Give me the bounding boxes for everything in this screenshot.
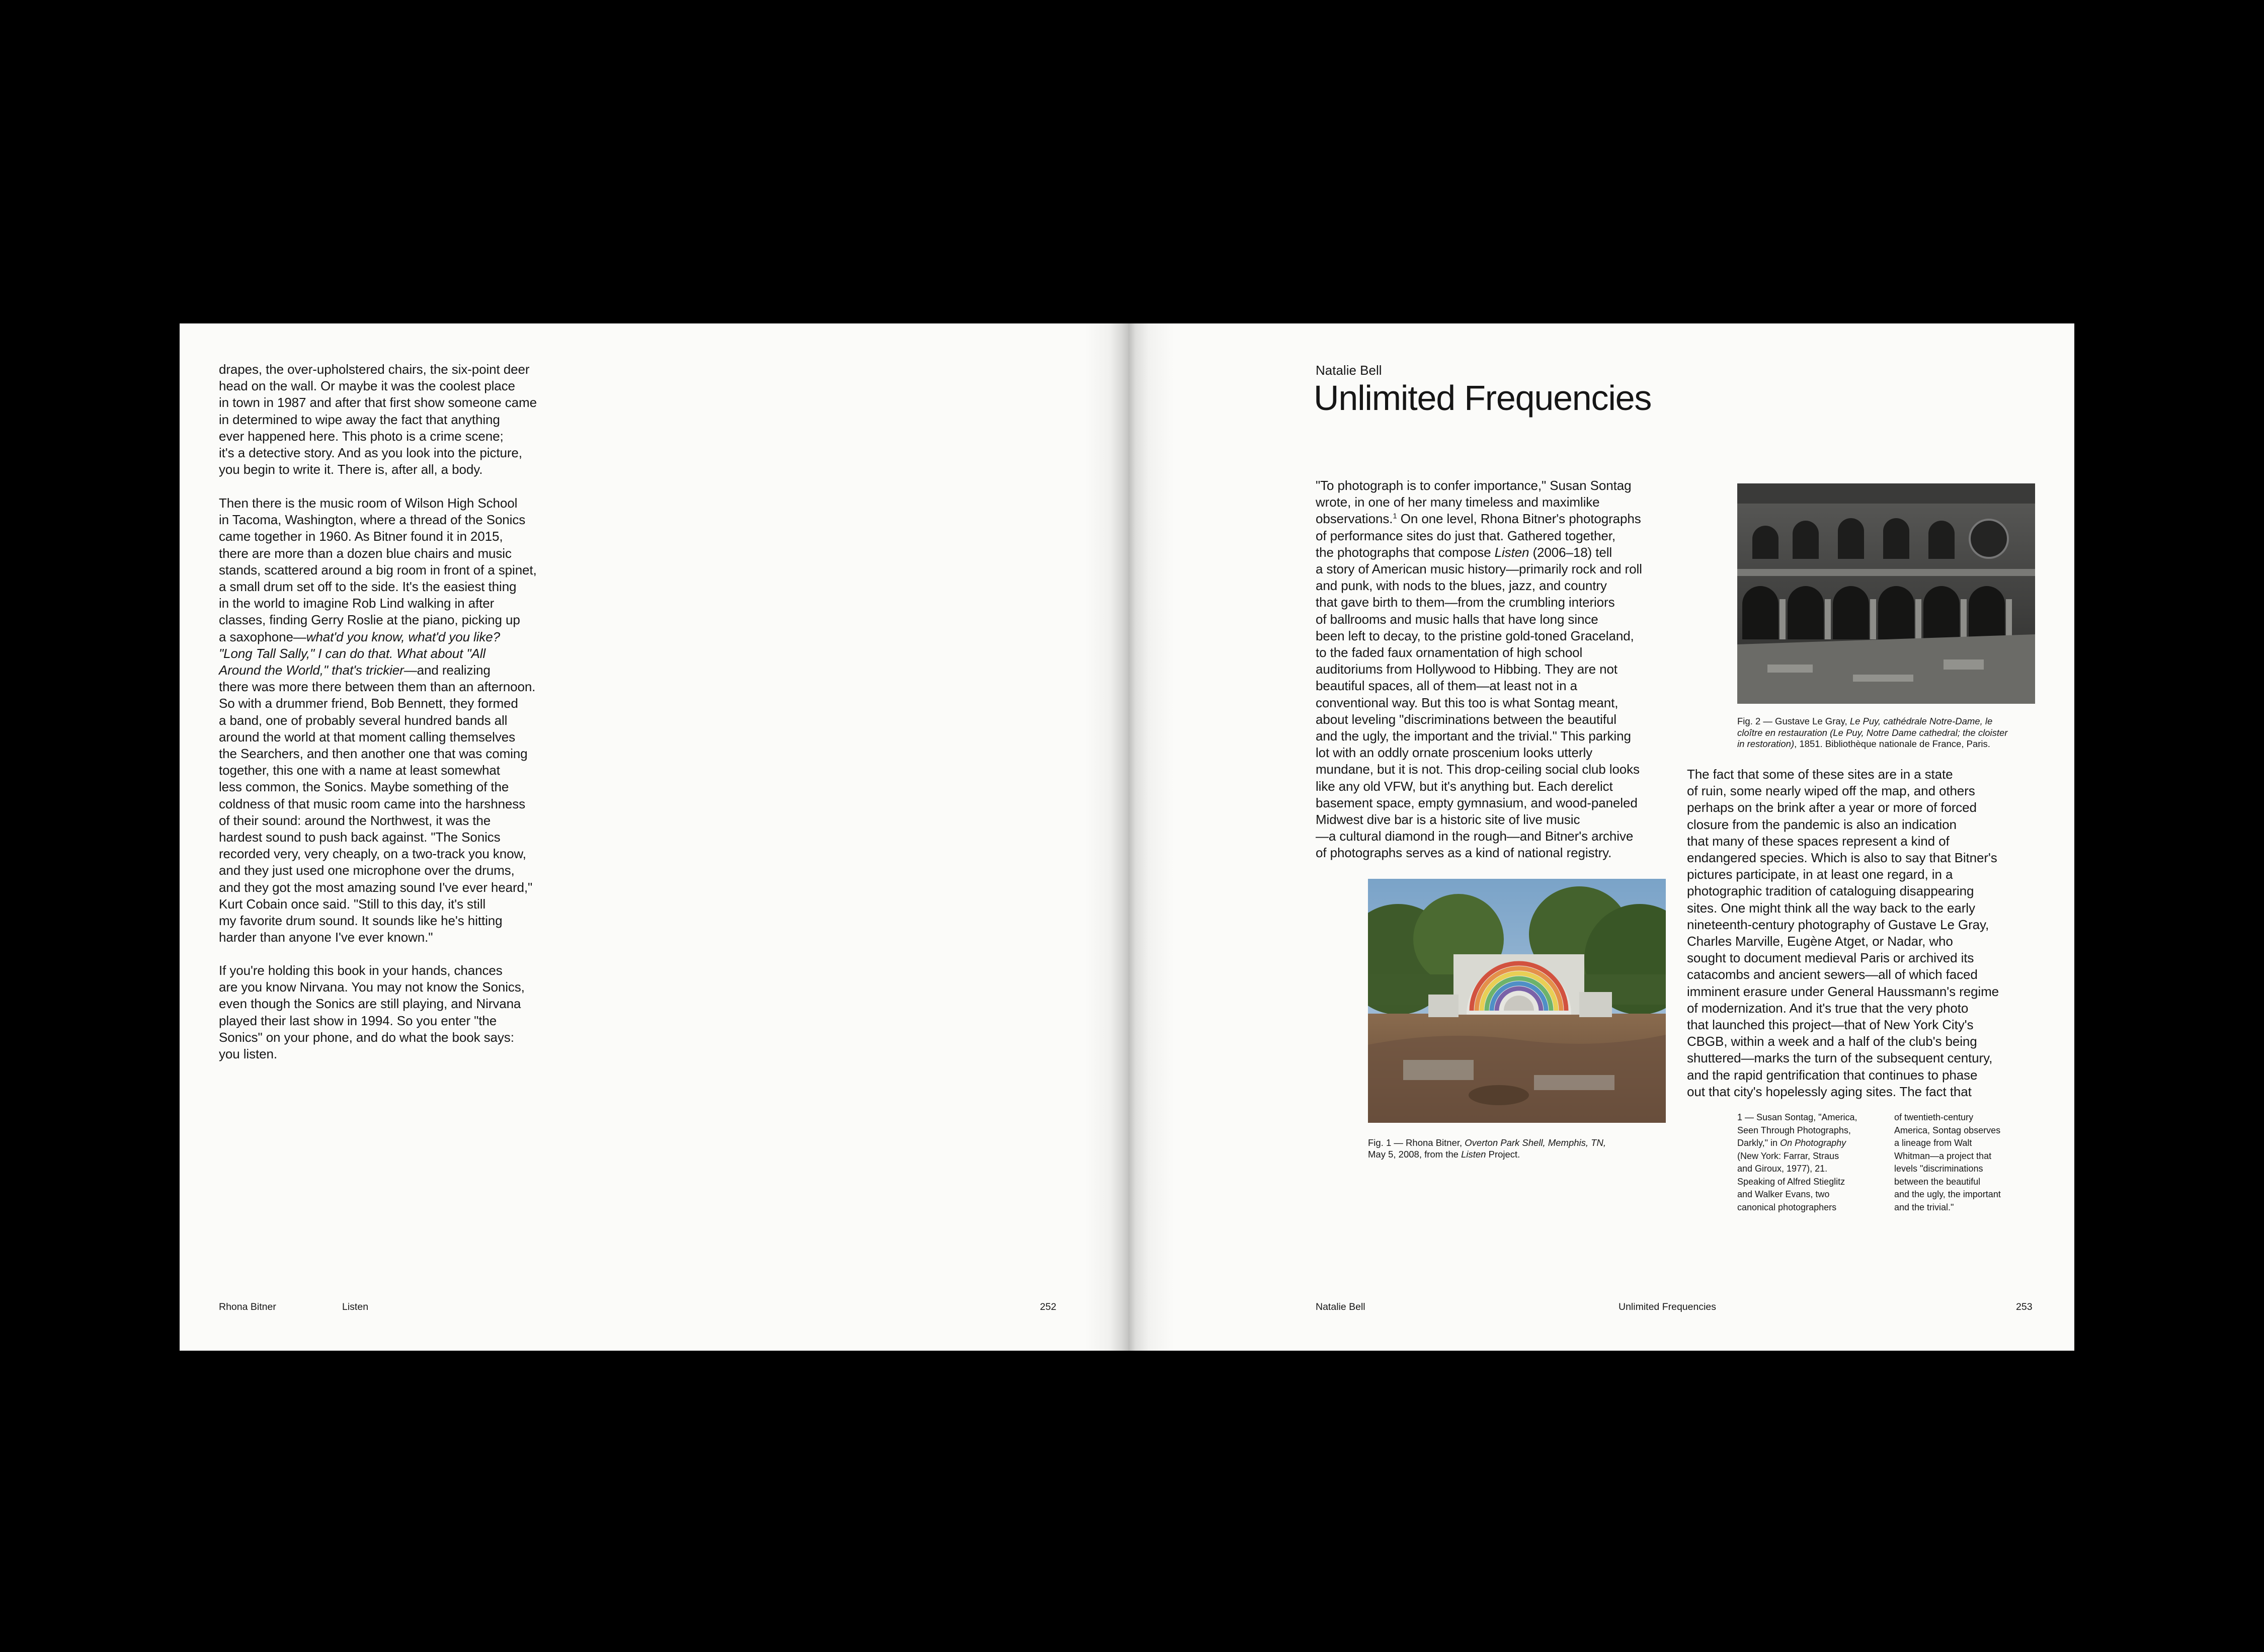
footnote-1-continued: of twentieth-century America, Sontag observes a lineage from Walt Whitman—a project that levels "discriminations between the beautiful and the ugly, the important and the trivial." xyxy=(1894,1112,2001,1212)
page-number: 252 xyxy=(1040,1301,1057,1312)
essay-title: Unlimited Frequencies xyxy=(1314,378,1652,418)
figure-2-caption: Fig. 2 — Gustave Le Gray, Le Puy, cathédrale Notre-Dame, le cloître en restauration (Le Puy, Notre Dame cathedral; the cloister in restoration), 1851. Bibliothèque nationale de France, Paris. xyxy=(1737,716,2008,749)
footer-book-title: Listen xyxy=(342,1301,369,1312)
paragraph: drapes, the over-upholstered chairs, the six-point deer head on the wall. Or maybe it was the coolest place in town in 1987 and after that first show someone came in determined to wipe away the fact that anything ever happened here. This photo is a crime scene; it's a detective story. And as you look into the picture, you begin to write it. There is, after all, a body. xyxy=(219,362,537,477)
left-page xyxy=(180,323,1128,1351)
right-page xyxy=(1128,323,2074,1351)
figure-1-photo xyxy=(1368,879,1666,1123)
paragraph: Then there is the music room of Wilson High School in Tacoma, Washington, where a thread of the Sonics came together in 1960. As Bitner found it in 2015, there are more than a dozen blue chairs and music stands, scattered around a big room in front of a spinet, a small drum set off to the side. It's the easiest thing in the world to imagine Rob Lind walking in after classes, finding Gerry Roslie at the piano, picking up a saxophone—what'd you know, what'd you like? "Long Tall Sally," I can do that. What about "All Around the World," that's trickier—and realizing there was more there between them than an afternoon. So with a drummer friend, Bob Bennett, they formed a band, one of probably several hundred bands all around the world at that moment calling themselves the Searchers, and then another one that was coming together, this one with a name at least somewhat less common, the Sonics. Maybe something of the coldness of that music room came into the harshness of their sound: around the Northwest, it was the hardest sound to push back against. "The Sonics recorded very, very cheaply, on a two-track you know, and they just used one microphone over the drums, and they got the most amazing sound I've ever heard," Kurt Cobain once said. "Still to this day, it's still my favorite drum sound. It sounds like he's hitting harder than anyone I've ever known." xyxy=(219,495,537,945)
book-spread xyxy=(180,323,2074,1351)
footnote-1: 1 — Susan Sontag, "America, Seen Through Photographs, Darkly," in On Photography (New York: Farrar, Straus and Giroux, 1977), 21. Speaking of Alfred Stieglitz and Walker Evans, two canonical photographers xyxy=(1737,1112,1857,1212)
figure-1-caption: Fig. 1 — Rhona Bitner, Overton Park Shell, Memphis, TN, May 5, 2008, from the Listen Project. xyxy=(1368,1137,1606,1160)
paragraph: "To photograph is to confer importance," Susan Sontag wrote, in one of her many timeless and maximlike observations.$^1$ On one level, Rhona Bitner's photographs of performance sites do just that. Gathered together, the photographs that compose Listen (2006–18) tell a story of American music history—primarily rock and roll and punk, with nods to the blues, jazz, and country that gave birth to them—from the crumbling interiors of ballrooms and music halls that have long since been left to decay, to the pristine gold-toned Graceland, to the faded faux ornamentation of high school auditoriums from Hollywood to Hibbing. They are not beautiful spaces, all of them—at least not in a conventional way. But this too is what Sontag meant, about leveling "discriminations between the beautiful and the ugly, the important and the trivial." This parking lot with an oddly ornate proscenium looks utterly mundane, but it is not. This drop-ceiling social club looks like any old VFW, but it's anything but. Each derelict basement space, empty gymnasium, and wood-paneled Midwest dive bar is a historic site of live music —a cultural diamond in the rough—and Bitner's archive of photographs serves as a kind of national registry. xyxy=(1316,478,1642,861)
footnote-reference: 1 xyxy=(1393,512,1397,521)
figure-2-photo xyxy=(1737,483,2035,704)
footer-author: Natalie Bell xyxy=(1316,1301,1365,1312)
page-number: 253 xyxy=(2016,1301,2033,1312)
footer-artist: Rhona Bitner xyxy=(219,1301,276,1312)
paragraph: If you're holding this book in your hands, chances are you know Nirvana. You may not know the Sonics, even though the Sonics are still playing, and Nirvana played their last show in 1994. So you enter "the Sonics" on your phone, and do what the book says: you listen. xyxy=(219,963,525,1062)
essay-author: Natalie Bell xyxy=(1316,363,1382,378)
footer-essay-title: Unlimited Frequencies xyxy=(1619,1301,1717,1312)
paragraph: The fact that some of these sites are in a state of ruin, some nearly wiped off the map, and others perhaps on the brink after a year or more of forced closure from the pandemic is also an indication that many of these spaces represent a kind of endangered species. Which is also to say that Bitner's pictures participate, in at least one regard, in a photographic tradition of cataloguing disappearing sites. One might think all the way back to the early nineteenth-century photography of Gustave Le Gray, Charles Marville, Eugène Atget, or Nadar, who sought to document medieval Paris or archived its catacombs and ancient sewers—all of which faced imminent erasure under General Haussmann's regime of modernization. And it's true that the very photo that launched this project—that of New York City's CBGB, within a week and a half of the club's being shuttered—marks the turn of the subsequent century, and the rapid gentrification that continues to phase out that city's hopelessly aging sites. The fact that xyxy=(1687,767,1999,1099)
